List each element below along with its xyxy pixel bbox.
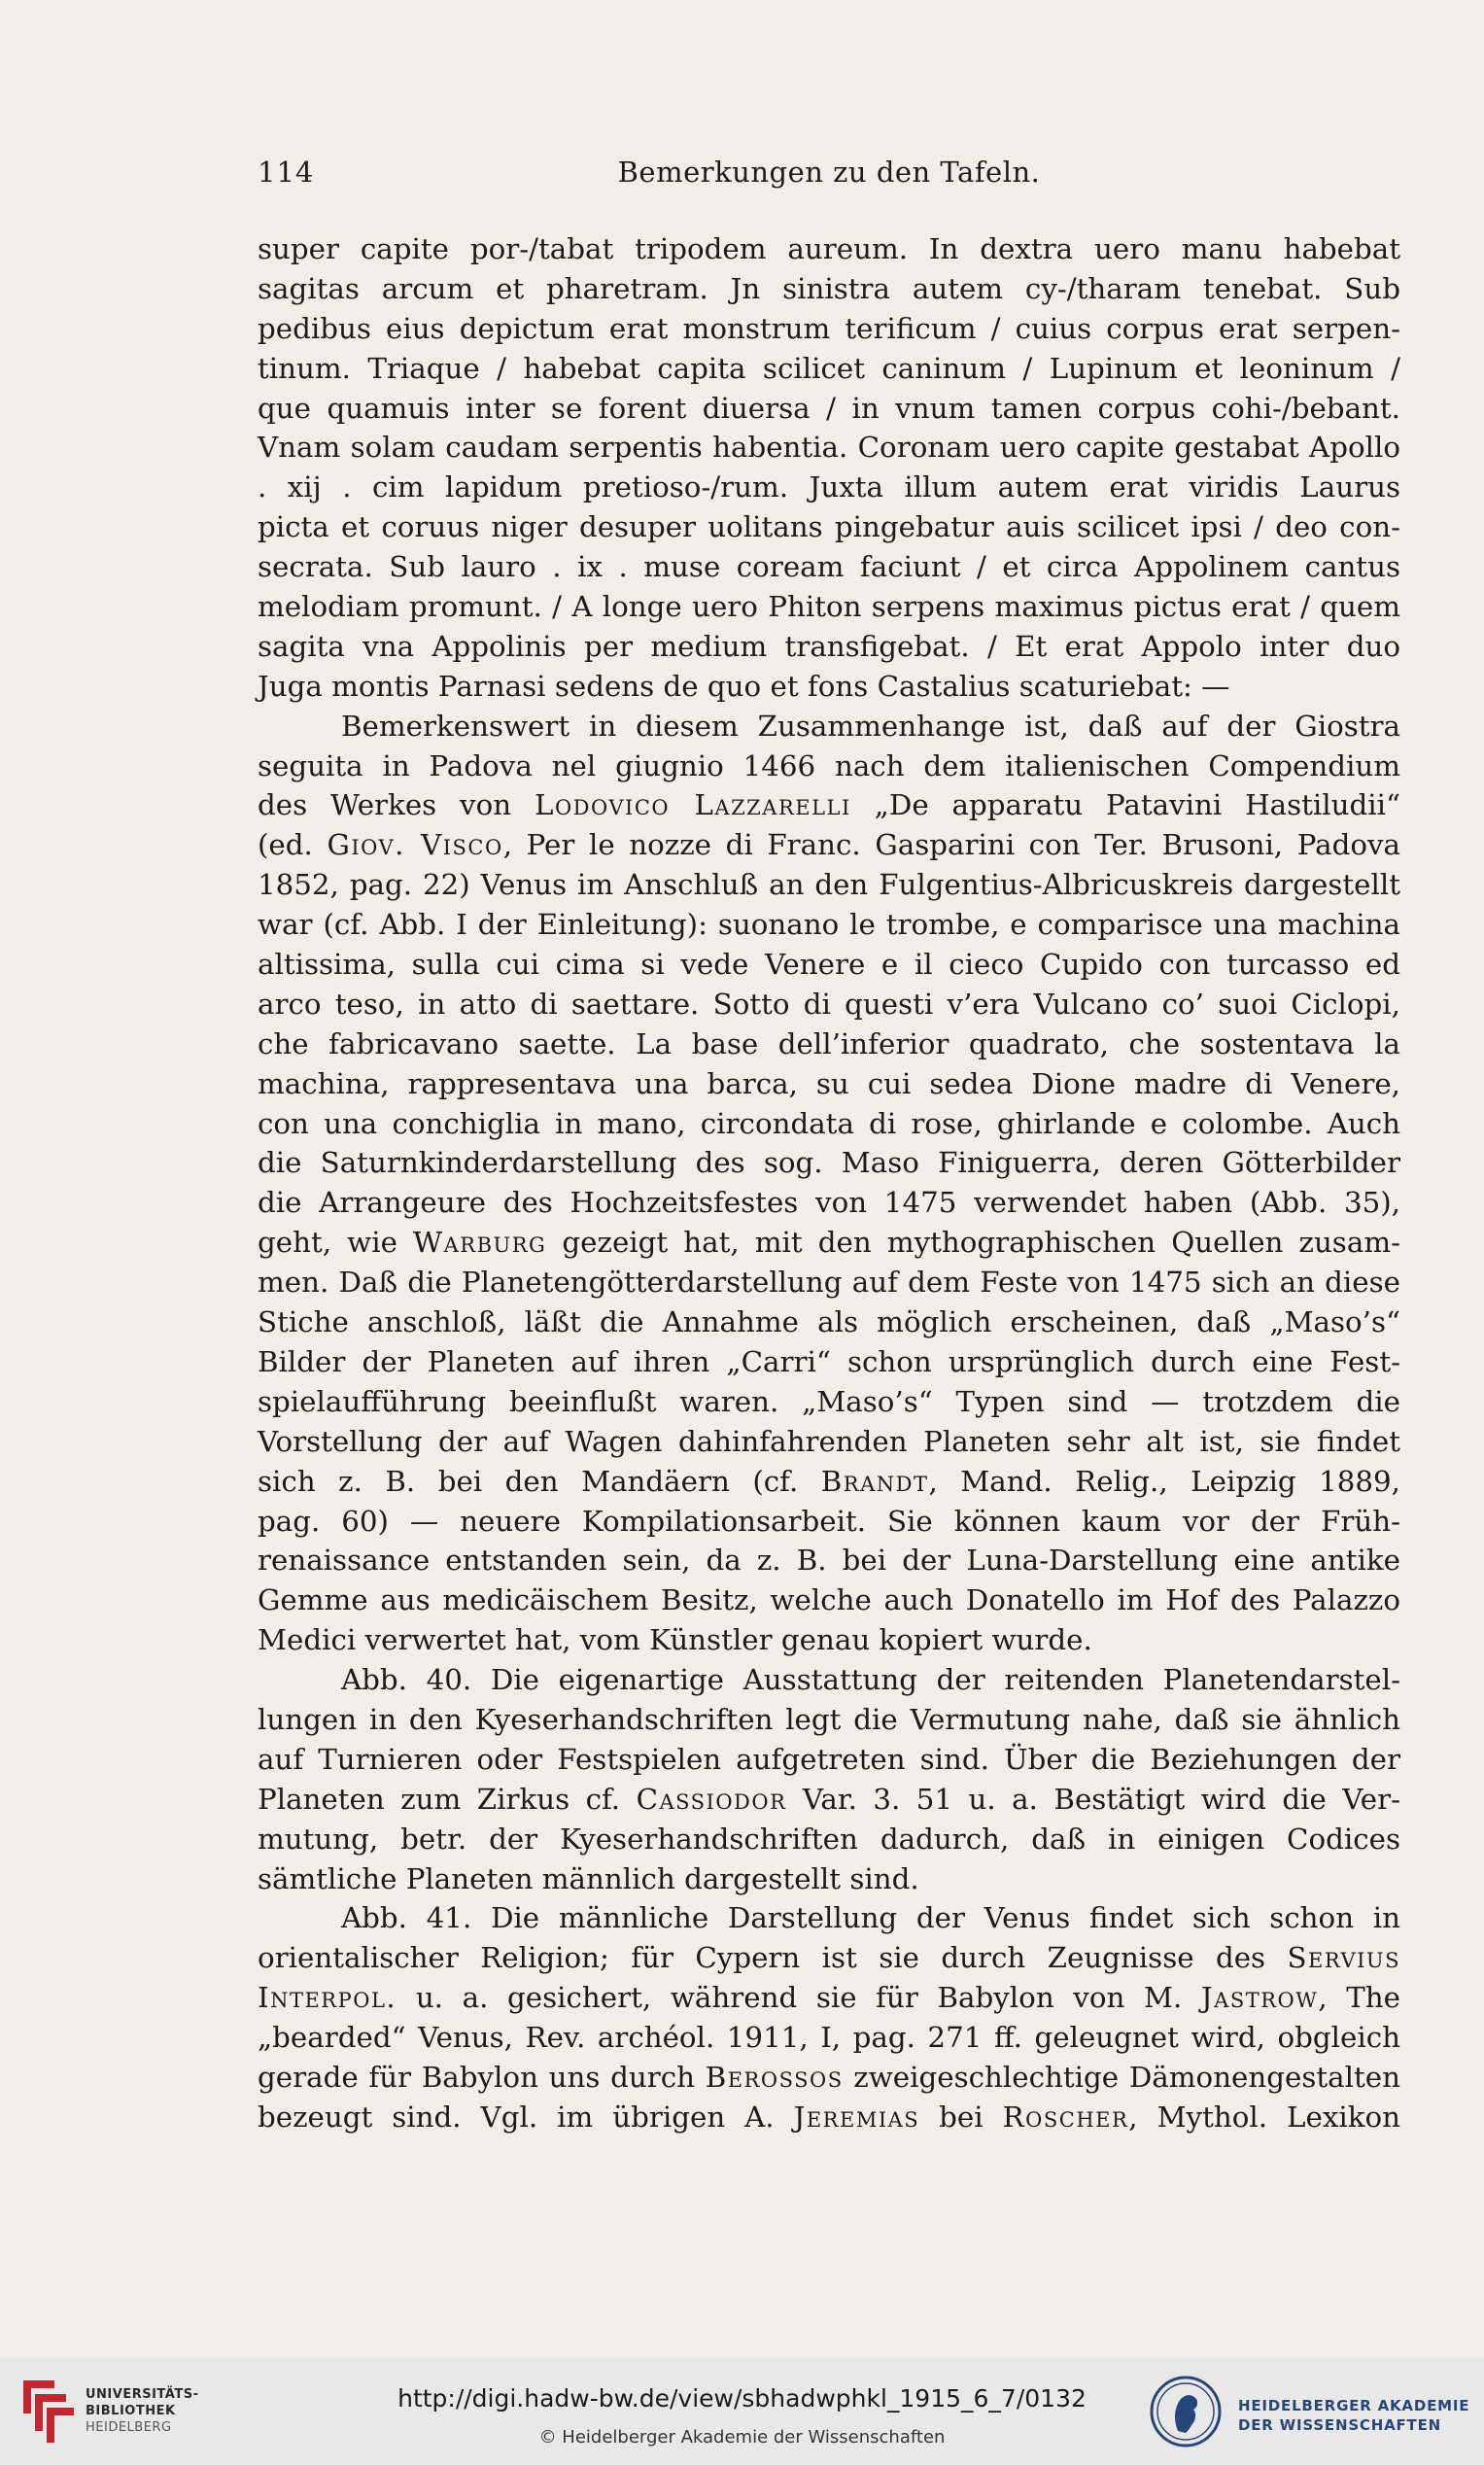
text-run: Medici verwertet hat, vom Künstler genau kopiert wurde. xyxy=(258,1623,1092,1657)
text-run: u. a. gesichert, während sie für Babylon von M. xyxy=(397,1981,1201,2015)
text-line xyxy=(258,1223,1400,1263)
text-line xyxy=(258,389,1400,429)
text-run: pedibus eius depictum erat monstrum terificum / cuius corpus erat serpen- xyxy=(258,311,1400,345)
academy-line: HEIDELBERGER AKADEMIE xyxy=(1238,2397,1470,2414)
text-run: Vorstellung der auf Wagen dahinfahrenden Planeten sehr alt ist, sie findet xyxy=(258,1424,1400,1458)
text-line xyxy=(258,865,1400,905)
text-line xyxy=(258,1422,1400,1462)
text-run: sämtliche Planeten männlich dargestellt sind. xyxy=(258,1861,919,1895)
text-run: melodiam promunt. / A longe uero Phiton serpens maximus pictus erat / quem xyxy=(258,590,1400,624)
text-line xyxy=(258,1780,1400,1820)
text-run: bezeugt sind. Vgl. im übrigen A. xyxy=(258,2100,794,2134)
ub-line: UNIVERSITÄTS- xyxy=(86,2387,199,2402)
text-line xyxy=(258,1104,1400,1144)
text-run: Gemme aus medicäischem Besitz, welche auch Donatello im Hof des Palazzo xyxy=(258,1583,1400,1617)
text-line xyxy=(258,428,1400,468)
text-run: , Mand. Relig., Leipzig 1889, xyxy=(928,1464,1400,1498)
text-run: war (cf. Abb. I der Einleitung): suonano le trombe, e comparisce una machina xyxy=(258,908,1400,942)
text-line xyxy=(258,547,1400,587)
text-run: Bemerkenswert in diesem Zusammenhange ist, daß auf der Giostra xyxy=(341,709,1400,743)
text-line xyxy=(258,1938,1400,1978)
text-run: que quamuis inter se forent diuersa / in vnum tamen corpus cohi-/bebant. xyxy=(258,391,1400,425)
text-run: 1852, pag. 22) Venus im Anschluß an den Fulgentius-Albricuskreis dargestellt xyxy=(258,868,1400,902)
text-run: pag. 60) — neuere Kompilationsarbeit. Sie können kaum vor der Früh- xyxy=(258,1504,1400,1538)
text-line xyxy=(258,507,1400,547)
text-line xyxy=(258,667,1400,707)
author-name: Lodovico Lazzarelli xyxy=(535,788,851,822)
text-run: , Per le nozze di Franc. Gasparini con Ter. Brusoni, Padova xyxy=(502,828,1401,862)
author-name: Warburg xyxy=(413,1226,547,1260)
text-run: Stiche anschloß, läßt die Annahme als möglich erscheinen, daß „Maso’s“ xyxy=(258,1305,1400,1339)
text-run: , Mythol. Lexikon xyxy=(1128,2100,1400,2134)
text-line xyxy=(258,269,1400,309)
text-run: geht, wie xyxy=(258,1226,414,1260)
text-run: Abb. 40. Die eigenartige Ausstattung der reitenden Planetendarstel- xyxy=(341,1663,1400,1697)
author-name: Servius xyxy=(1287,1941,1400,1975)
text-run: lungen in den Kyeserhandschriften legt die Vermutung nahe, daß sie ähnlich xyxy=(258,1702,1400,1736)
text-line xyxy=(258,1740,1400,1780)
source-url-link[interactable]: http://digi.hadw-bw.de/view/sbhadwphkl_1915_6_7/0132 xyxy=(397,2384,1087,2413)
footer-bar xyxy=(0,2357,1484,2465)
text-run: picta et coruus niger desuper uolitans pingebatur auis scilicet ipsi / deo con- xyxy=(258,510,1400,544)
text-run: arco teso, in atto di saettare. Sotto di questi v’era Vulcano co’ suoi Ciclopi, xyxy=(258,987,1400,1021)
author-name: Interpol. xyxy=(258,1981,397,2015)
body-text xyxy=(258,229,1400,2137)
text-line xyxy=(258,1024,1400,1064)
text-run: Bilder der Planeten auf ihren „Carri“ schon ursprünglich durch eine Fest- xyxy=(258,1344,1400,1378)
text-line xyxy=(258,1502,1400,1542)
text-run: gerade für Babylon uns durch xyxy=(258,2060,706,2094)
academy-line: DER WISSENSCHAFTEN xyxy=(1238,2416,1441,2434)
text-run: die Saturnkinderdarstellung des sog. Maso Finiguerra, deren Götterbilder xyxy=(258,1146,1400,1180)
text-run: Abb. 41. Die männliche Darstellung der Venus findet sich schon in xyxy=(341,1901,1400,1935)
text-line xyxy=(258,1700,1400,1740)
text-run: super capite por-/tabat tripodem aureum. In dextra uero manu habebat xyxy=(258,232,1400,265)
text-run: spielaufführung beeinflußt waren. „Maso’s“ Typen sind — trotzdem die xyxy=(258,1384,1400,1418)
text-line xyxy=(258,229,1400,269)
text-run: zweigeschlechtige Dämonengestalten xyxy=(843,2060,1400,2094)
text-line xyxy=(258,1462,1400,1502)
text-run: gezeigt hat, mit den mythographischen Quellen zusam- xyxy=(546,1226,1400,1260)
text-line xyxy=(258,1263,1400,1302)
text-line xyxy=(258,1978,1400,2018)
text-line xyxy=(258,349,1400,389)
text-run: renaissance entstanden sein, da z. B. bei der Luna-Darstellung eine antike xyxy=(258,1544,1400,1578)
author-name: Brandt xyxy=(820,1464,929,1498)
text-line xyxy=(258,945,1400,985)
text-run: secrata. Sub lauro . ix . muse coream faciunt / et circa Appolinem cantus xyxy=(258,550,1400,584)
text-line xyxy=(258,1302,1400,1342)
text-run: men. Daß die Planetengötterdarstellung auf dem Feste von 1475 sich an diese xyxy=(258,1266,1400,1300)
text-run: Planeten zum Zirkus cf. xyxy=(258,1782,637,1816)
text-run: altissima, sulla cui cima si vede Venere e il cieco Cupido con turcasso ed xyxy=(258,948,1400,982)
academy-seal-icon[interactable] xyxy=(1149,2375,1223,2448)
text-line xyxy=(258,1183,1400,1223)
text-run: con una conchiglia in mano, circondata di rose, ghirlande e colombe. Auch xyxy=(258,1106,1400,1140)
text-line xyxy=(258,1620,1400,1660)
author-name: Berossos xyxy=(705,2060,844,2094)
copyright-notice: © Heidelberger Akademie der Wissenschaften xyxy=(538,2427,946,2448)
ub-line: BIBLIOTHEK xyxy=(86,2404,176,2418)
text-run: „De apparatu Patavini Hastiludii“ xyxy=(850,788,1400,822)
text-run: „bearded“ Venus, Rev. archéol. 1911, I, pag. 271 ff. geleugnet wird, obgleich xyxy=(258,2021,1400,2055)
text-line xyxy=(258,985,1400,1024)
text-run: des Werkes von xyxy=(258,788,535,822)
text-line xyxy=(258,309,1400,349)
text-line xyxy=(258,2018,1400,2058)
author-name: Giov. Visco xyxy=(327,828,503,862)
author-name: Jeremias xyxy=(793,2100,920,2134)
text-line xyxy=(258,905,1400,945)
text-line xyxy=(258,1660,1400,1700)
text-run: machina, rappresentava una barca, su cui sedea Dione madre di Venere, xyxy=(258,1066,1400,1100)
text-line xyxy=(258,1580,1400,1620)
text-run: orientalischer Religion; für Cypern ist sie durch Zeugnisse des xyxy=(258,1941,1288,1975)
text-line xyxy=(258,1898,1400,1938)
text-run: , The xyxy=(1318,1981,1401,2015)
text-line xyxy=(258,1064,1400,1104)
author-name: Jastrow xyxy=(1200,1981,1319,2015)
text-line xyxy=(258,627,1400,667)
author-name: Roscher xyxy=(1002,2100,1129,2134)
text-line xyxy=(258,2098,1400,2137)
text-run: che fabricavano saette. La base dell’inferior quadrato, che sostentava la xyxy=(258,1026,1400,1060)
text-line xyxy=(258,707,1400,746)
text-line xyxy=(258,1382,1400,1422)
text-run: mutung, betr. der Kyeserhandschriften dadurch, daß in einigen Codices xyxy=(258,1822,1400,1856)
text-run: die Arrangeure des Hochzeitsfestes von 1475 verwendet haben (Abb. 35), xyxy=(258,1186,1400,1220)
text-run: Var. 3. 51 u. a. Bestätigt wird die Ver- xyxy=(786,1782,1400,1816)
ub-line: HEIDELBERG xyxy=(86,2420,172,2435)
text-line xyxy=(258,1820,1400,1859)
text-run: seguita in Padova nel giugnio 1466 nach dem italienischen Compendium xyxy=(258,748,1400,782)
text-line xyxy=(258,1859,1400,1899)
text-run: . xij . cim lapidum pretioso-/rum. Juxta illum autem erat viridis Laurus xyxy=(258,470,1400,504)
text-run: Juga montis Parnasi sedens de quo et fons Castalius scaturiebat: — xyxy=(258,669,1230,703)
text-line xyxy=(258,746,1400,786)
text-run: sagita vna Appolinis per medium transfigebat. / Et erat Appolo inter duo xyxy=(258,629,1400,663)
text-run: tinum. Triaque / habebat capita scilicet caninum / Lupinum et leoninum / xyxy=(258,351,1400,385)
academy-name xyxy=(1238,2396,1469,2435)
page-number: 114 xyxy=(258,156,315,189)
text-line xyxy=(258,587,1400,627)
author-name: Cassiodor xyxy=(636,1782,787,1816)
text-line xyxy=(258,825,1400,865)
text-line xyxy=(258,1342,1400,1382)
text-run: bei xyxy=(919,2100,1003,2134)
text-run: sagitas arcum et pharetram. Jn sinistra autem cy-/tharam tenebat. Sub xyxy=(258,271,1400,305)
text-run: auf Turnieren oder Festspielen aufgetreten sind. Über die Beziehungen der xyxy=(258,1742,1400,1776)
running-head: Bemerkungen zu den Tafeln. xyxy=(617,156,1041,189)
text-run: (ed. xyxy=(258,828,328,862)
text-line xyxy=(258,1143,1400,1183)
text-line xyxy=(258,785,1400,825)
page-header xyxy=(258,156,1400,198)
text-run: Vnam solam caudam serpentis habentia. Coronam uero capite gestabat Apollo xyxy=(258,431,1400,465)
text-line xyxy=(258,468,1400,507)
text-line xyxy=(258,2058,1400,2098)
text-line xyxy=(258,1541,1400,1580)
text-run: sich z. B. bei den Mandäern (cf. xyxy=(258,1464,821,1498)
